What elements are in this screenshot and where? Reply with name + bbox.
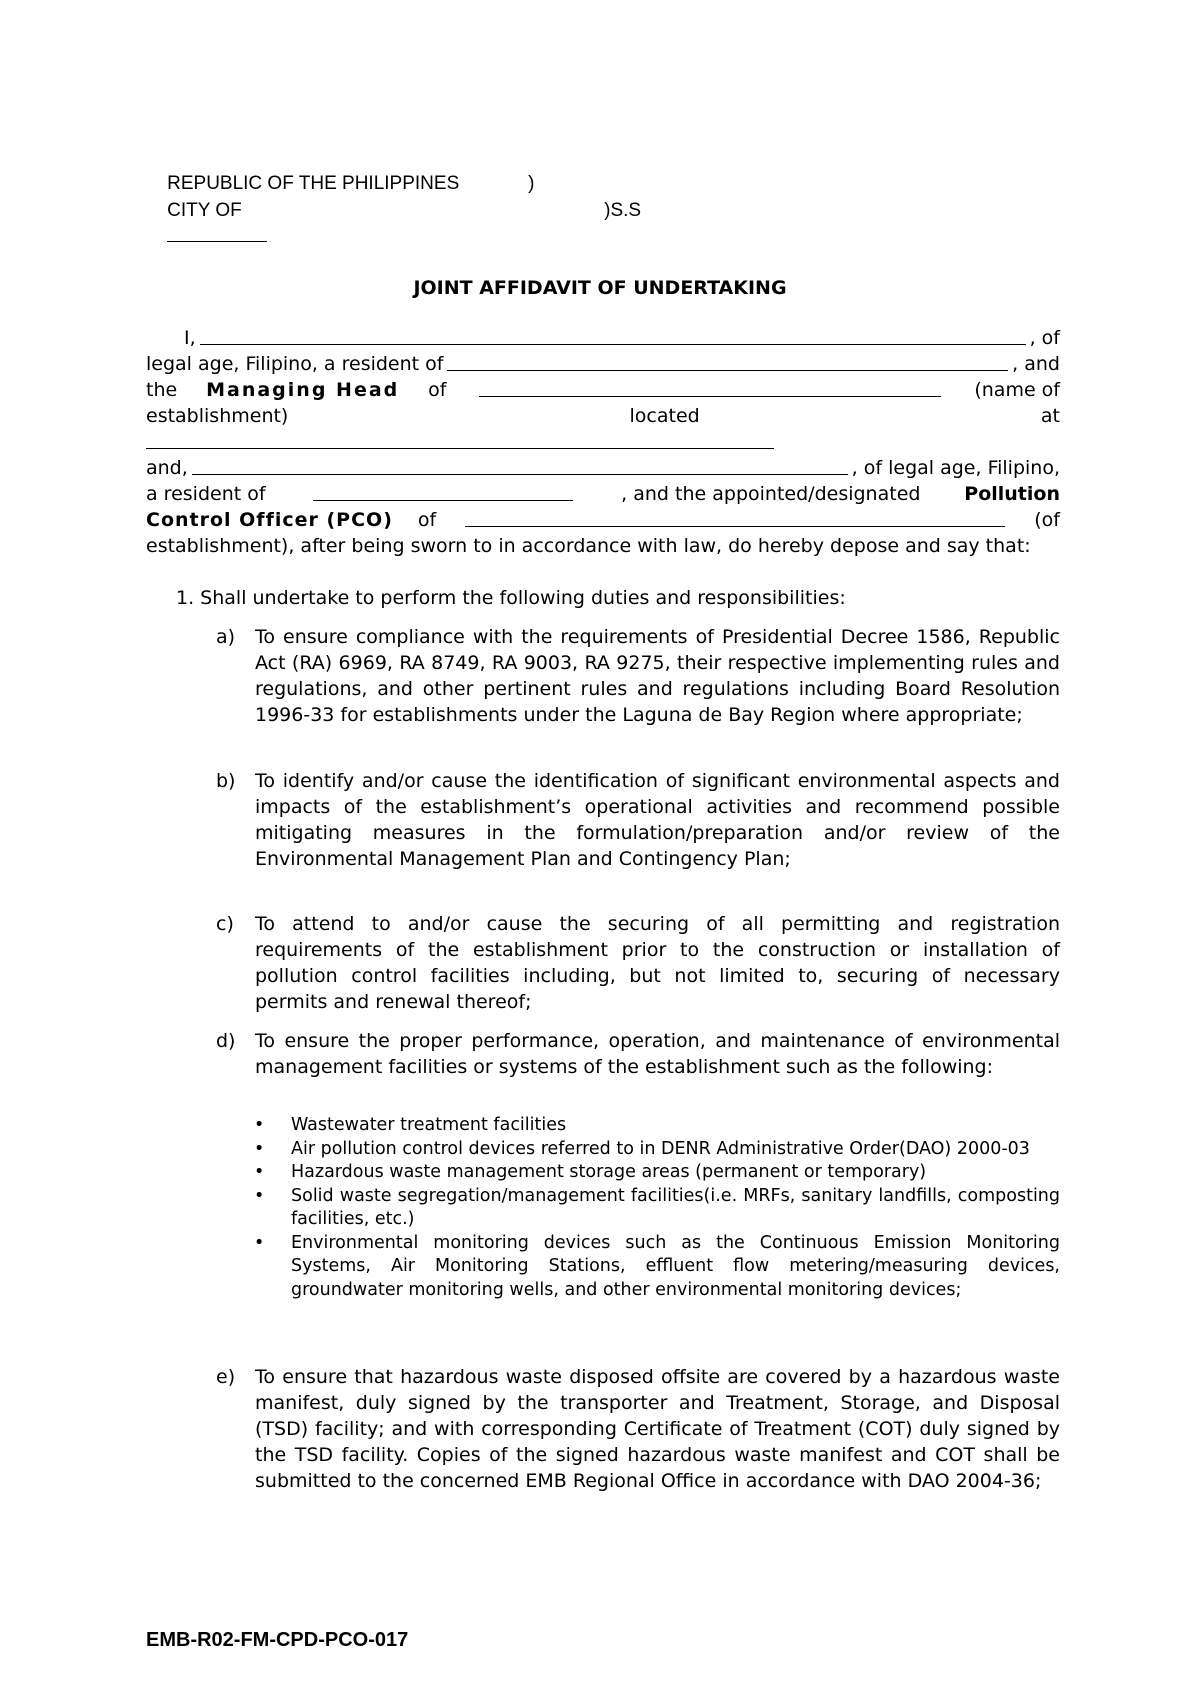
intro-and-2: and, [146, 457, 188, 479]
bullet-text: Air pollution control devices referred to in DENR Administrative Order(DAO) 2000-03 [291, 1138, 1030, 1159]
intro-i: I, [184, 327, 196, 349]
duty-text: To attend to and/or cause the securing of all permitting and registration requirements of the establishment prior to the construction or installation of pollution control facilities including, but not limited to, securing of necessary permits and renewal thereof; [255, 913, 1060, 1013]
bullet-text: Hazardous waste management storage areas (permanent or temporary) [291, 1162, 927, 1182]
header-line-city [146, 173, 267, 274]
pco-establishment-blank[interactable] [465, 507, 1005, 527]
intro-line-7 [146, 481, 1060, 507]
establishment-name-blank[interactable] [479, 377, 941, 397]
header-ss-text: )S.S [604, 200, 642, 221]
establishment-address-blank[interactable] [146, 429, 774, 449]
intro-line-4 [146, 403, 1060, 429]
intro-line-3 [146, 377, 1060, 403]
intro-line-2 [146, 351, 1060, 377]
item-1-heading: 1. Shall undertake to perform the following duties and responsibilities: [176, 587, 846, 609]
intro-resident-of-2: a resident of [146, 483, 266, 505]
pco-label: Control Officer (PCO) [146, 509, 393, 531]
list-item [252, 1138, 1060, 1162]
list-item [252, 1114, 1060, 1138]
bullet-icon: • [254, 1138, 265, 1159]
intro-of-paren: (of [1034, 509, 1060, 531]
header-paren-text: ) [528, 173, 535, 194]
bullet-icon: • [254, 1232, 265, 1253]
list-item [252, 1185, 1060, 1232]
duty-label: a) [216, 626, 236, 648]
city-blank-field[interactable] [167, 223, 267, 242]
affiant2-residence-blank[interactable] [313, 481, 573, 501]
header-paren [507, 146, 534, 221]
bullet-text: Wastewater treatment facilities [291, 1115, 567, 1135]
header-republic-text: REPUBLIC OF THE PHILIPPINES [167, 173, 460, 194]
intro-line-5 [146, 429, 1060, 455]
affiant1-name-blank[interactable] [200, 325, 1026, 345]
duty-text: To identify and/or cause the identification of significant environmental aspects and impacts of the establishment’s operational activities and recommend possible mitigating measures in the formulation/preparation and/or review of the Environmental Management Plan and Contingency Plan; [255, 770, 1060, 870]
intro-line-6 [146, 455, 1060, 481]
duty-b [216, 768, 1060, 872]
intro-name-of: (name of [974, 379, 1060, 401]
intro-and: , and [1012, 353, 1060, 375]
intro-of-3: of [417, 509, 437, 531]
form-code-footer: EMB-R02-FM-CPD-PCO-017 [146, 1629, 409, 1651]
affiant1-residence-blank[interactable] [447, 351, 1008, 371]
header-ss [583, 173, 641, 248]
duty-text: To ensure that hazardous waste disposed offsite are covered by a hazardous waste manifest, duly signed by the transporter and Treatment, Storage, and Disposal (TSD) facility; and with corresponding Certificate of Treatment (COT) duly signed by the TSD facility. Copies of the signed hazardous waste manifest and COT shall be submitted to the concerned EMB Regional Office in accordance with DAO 2004-36; [255, 1366, 1060, 1492]
intro-resident-text: legal age, Filipino, a resident of [146, 353, 444, 375]
bullet-text: Environmental monitoring devices such as the Continuous Emission Monitoring Systems, Air Monitoring Stations, effluent flow metering/measuring devices, groundwater monitoring wells, and other environmental monitoring devices; [291, 1232, 1060, 1300]
intro-of: , of [1029, 327, 1060, 349]
header-city-text: CITY OF [167, 200, 242, 221]
intro-line-9: establishment), after being sworn to in accordance with law, do hereby depose and say that: [146, 535, 1031, 557]
list-item [252, 1161, 1060, 1185]
intro-located: located [629, 405, 700, 427]
intro-the: the [146, 379, 178, 401]
managing-head-label: Managing Head [206, 379, 400, 401]
intro-line-8 [146, 507, 1060, 533]
duty-e [216, 1364, 1060, 1494]
duty-text: To ensure the proper performance, operation, and maintenance of environmental management facilities or systems of the establishment such as the following: [255, 1030, 1060, 1078]
intro-paragraph [146, 325, 1060, 559]
duty-c [216, 911, 1060, 1015]
duty-text: To ensure compliance with the requirements of Presidential Decree 1586, Republic Act (RA) 6969, RA 8749, RA 9003, RA 9275, their respective implementing rules and regulations, and other pertinent rules and regulations including Board Resolution 1996-33 for establishments under the Laguna de Bay Region where appropriate; [255, 626, 1060, 726]
intro-line-1 [146, 325, 1060, 351]
duty-label: d) [216, 1030, 236, 1052]
intro-of-2: of [428, 379, 447, 401]
bullet-icon: • [254, 1162, 265, 1182]
duty-label: e) [216, 1366, 236, 1388]
list-item [252, 1232, 1060, 1303]
duty-label: b) [216, 770, 236, 792]
facility-bullet-list [252, 1114, 1060, 1302]
bullet-icon: • [254, 1185, 265, 1206]
duty-a [216, 624, 1060, 728]
intro-appointed: , and the appointed/designated [621, 483, 921, 505]
intro-legal-age: , of legal age, Filipino, [851, 457, 1060, 479]
pollution-label: Pollution [964, 483, 1060, 505]
affiant2-name-blank[interactable] [192, 455, 848, 475]
duty-d [216, 1028, 1060, 1080]
intro-at: at [1040, 405, 1060, 427]
document-title: JOINT AFFIDAVIT OF UNDERTAKING [413, 277, 787, 299]
bullet-icon: • [254, 1115, 265, 1135]
bullet-text: Solid waste segregation/management facilities(i.e. MRFs, sanitary landfills, composting facilities, etc.) [291, 1185, 1060, 1229]
duty-label: c) [216, 913, 234, 935]
intro-establishment: establishment) [146, 405, 289, 427]
